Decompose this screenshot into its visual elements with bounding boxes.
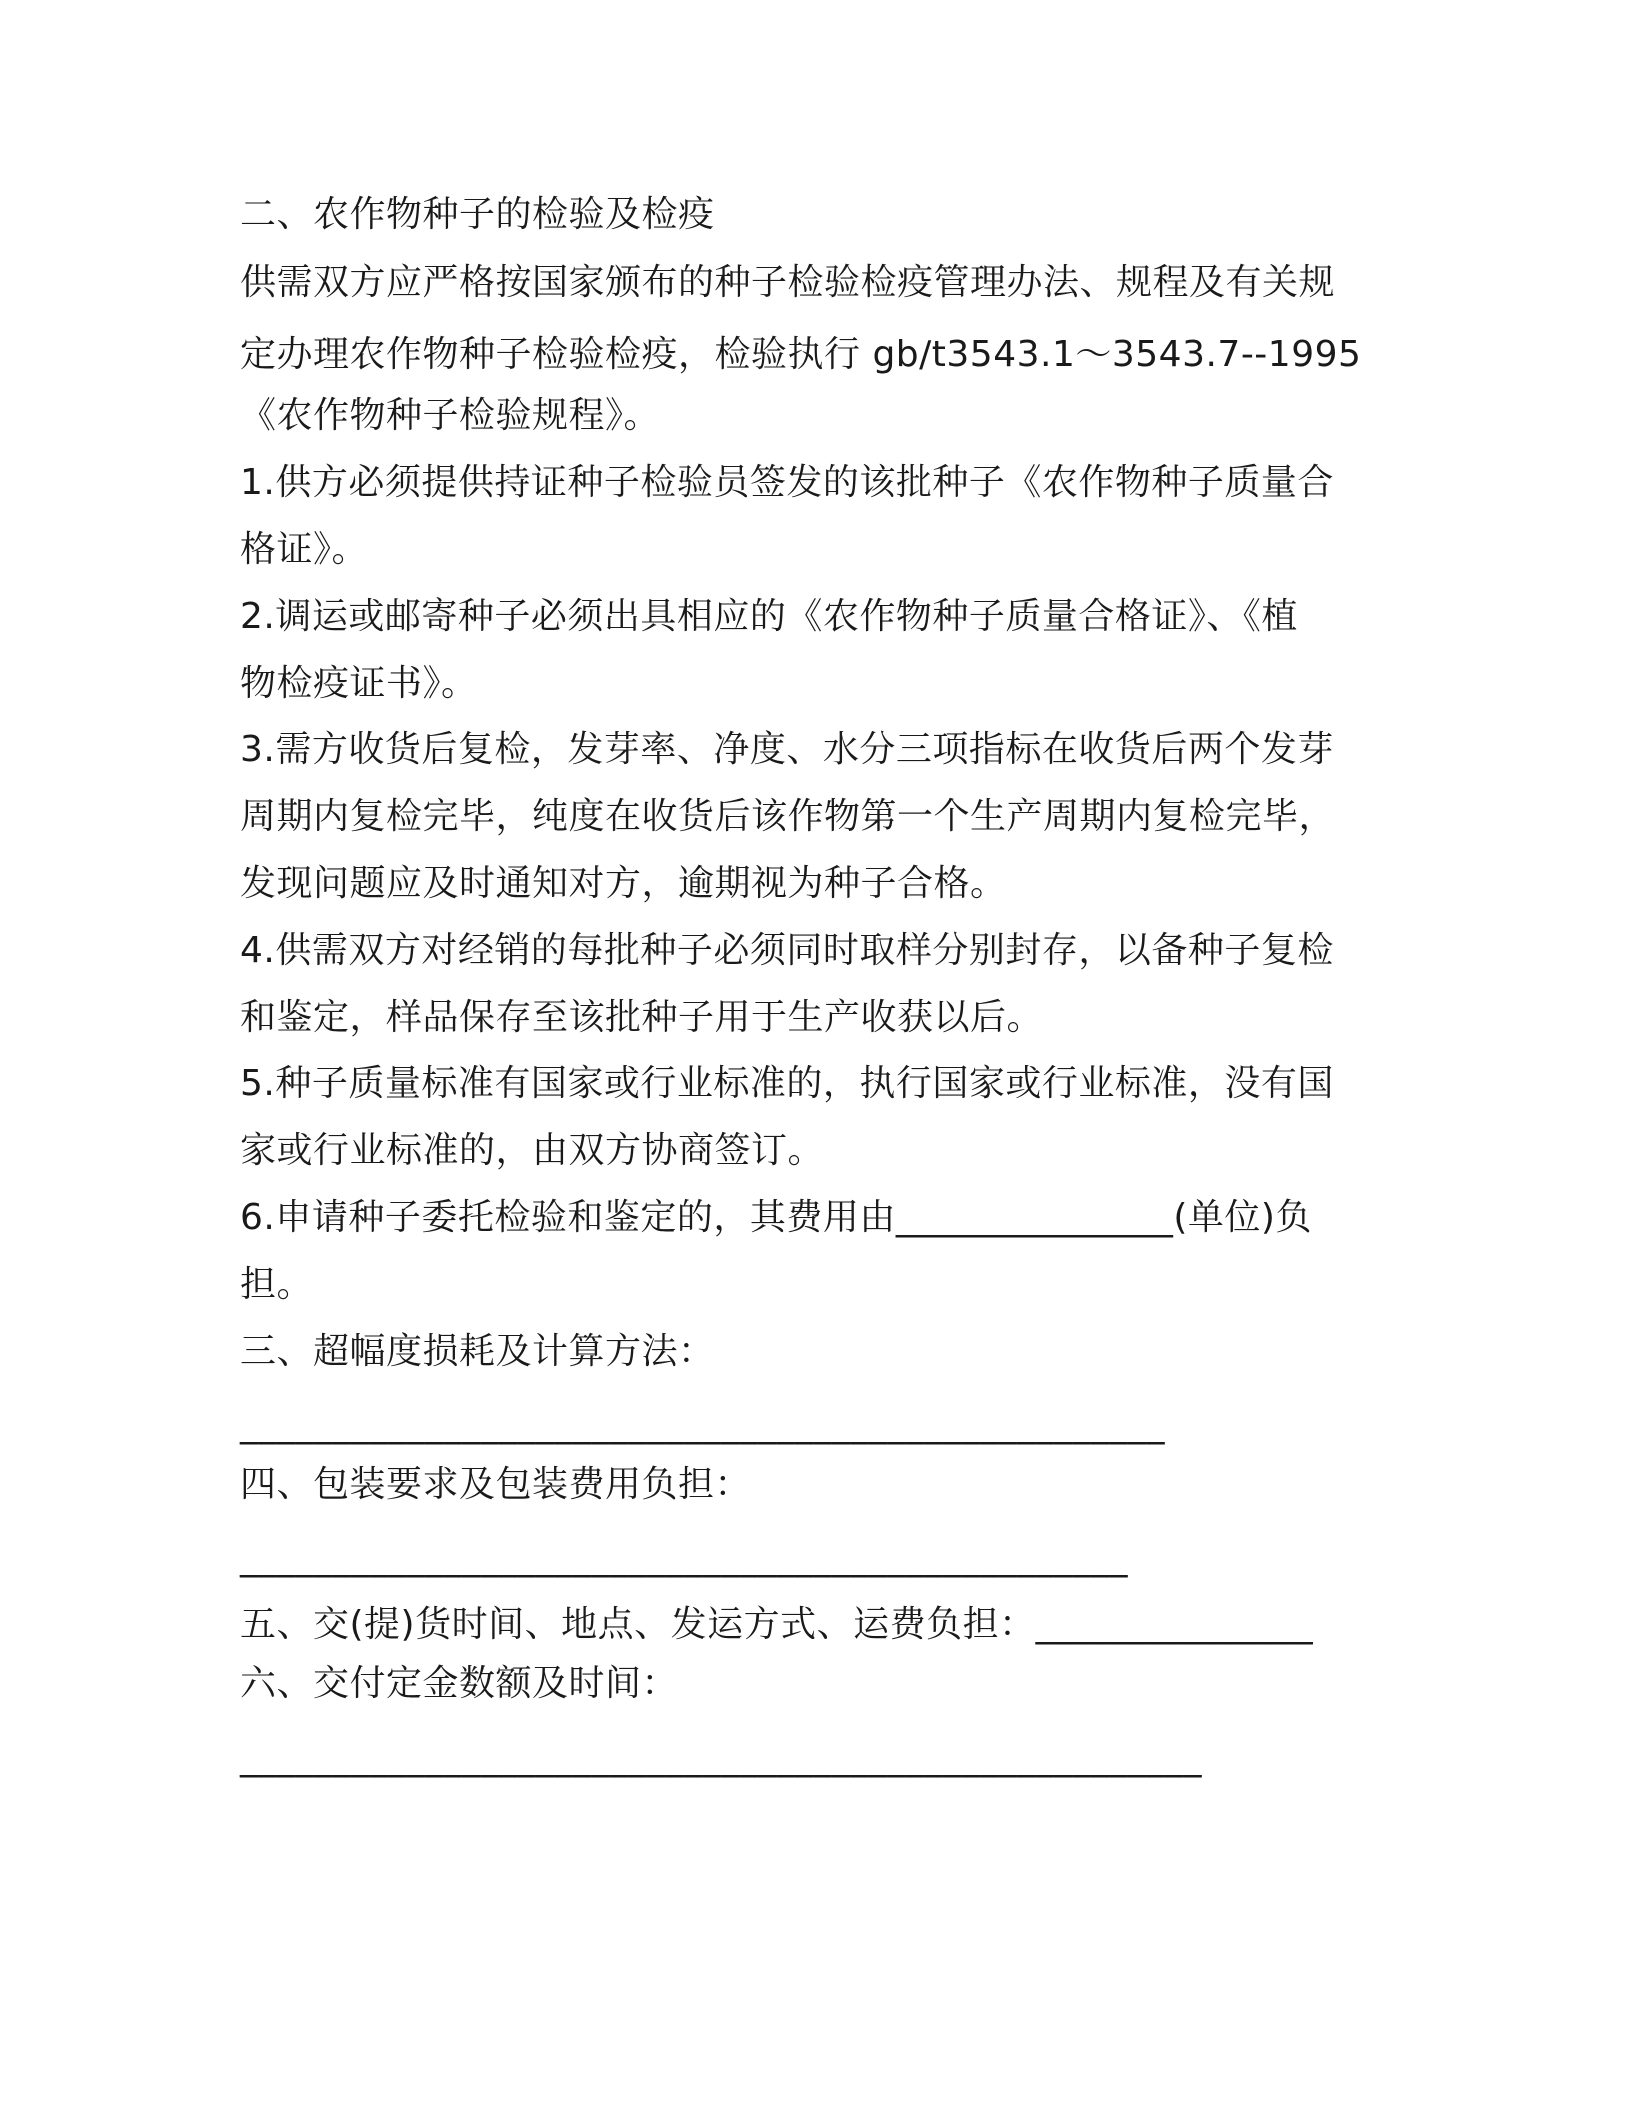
paragraph-line: 定办理农作物种子检验检疫，检验执行 gb/t3543.1～3543.7--1995 (240, 334, 1362, 375)
clause-3-line: 3.需方收货后复检，发芽率、净度、水分三项指标在收货后两个发芽 (240, 729, 1334, 770)
fill-in-blank: ____________________________________________________ (240, 1737, 1202, 1778)
fill-in-blank: __________________________________________________ (240, 1404, 1165, 1445)
clause-3-line: 周期内复检完毕，纯度在收货后该作物第一个生产周期内复检完毕， (240, 796, 1336, 837)
clause-2-line: 物检疫证书》。 (240, 663, 478, 704)
clause-4-line: 4.供需双方对经销的每批种子必须同时取样分别封存，以备种子复检 (240, 930, 1334, 971)
fill-in-blank: ________________________________________________ (240, 1537, 1128, 1578)
section-heading-5: 五、交(提)货时间、地点、发运方式、运费负担：_______________ (240, 1604, 1314, 1645)
paragraph-line: 供需双方应严格按国家颁布的种子检验检疫管理办法、规程及有关规 (240, 262, 1336, 303)
section-heading-6: 六、交付定金数额及时间： (240, 1663, 679, 1704)
paragraph-line: 《农作物种子检验规程》。 (240, 395, 661, 436)
clause-6-line: 6.申请种子委托检验和鉴定的，其费用由_______________(单位)负 (240, 1197, 1312, 1238)
clause-4-line: 和鉴定，样品保存至该批种子用于生产收获以后。 (240, 997, 1044, 1038)
clause-1-line: 1.供方必须提供持证种子检验员签发的该批种子《农作物种子质量合 (240, 462, 1334, 503)
section-heading-2: 二、农作物种子的检验及检疫 (240, 194, 715, 235)
section-heading-3: 三、超幅度损耗及计算方法： (240, 1331, 715, 1372)
clause-6-line: 担。 (240, 1264, 314, 1305)
clause-5-line: 家或行业标准的，由双方协商签订。 (240, 1130, 825, 1171)
clause-2-line: 2.调运或邮寄种子必须出具相应的《农作物种子质量合格证》、《植 (240, 596, 1298, 637)
clause-5-line: 5.种子质量标准有国家或行业标准的，执行国家或行业标准，没有国 (240, 1063, 1334, 1104)
clause-3-line: 发现问题应及时通知对方，逾期视为种子合格。 (240, 863, 1007, 904)
section-heading-4: 四、包装要求及包装费用负担： (240, 1464, 752, 1505)
clause-1-line: 格证》。 (240, 529, 369, 570)
